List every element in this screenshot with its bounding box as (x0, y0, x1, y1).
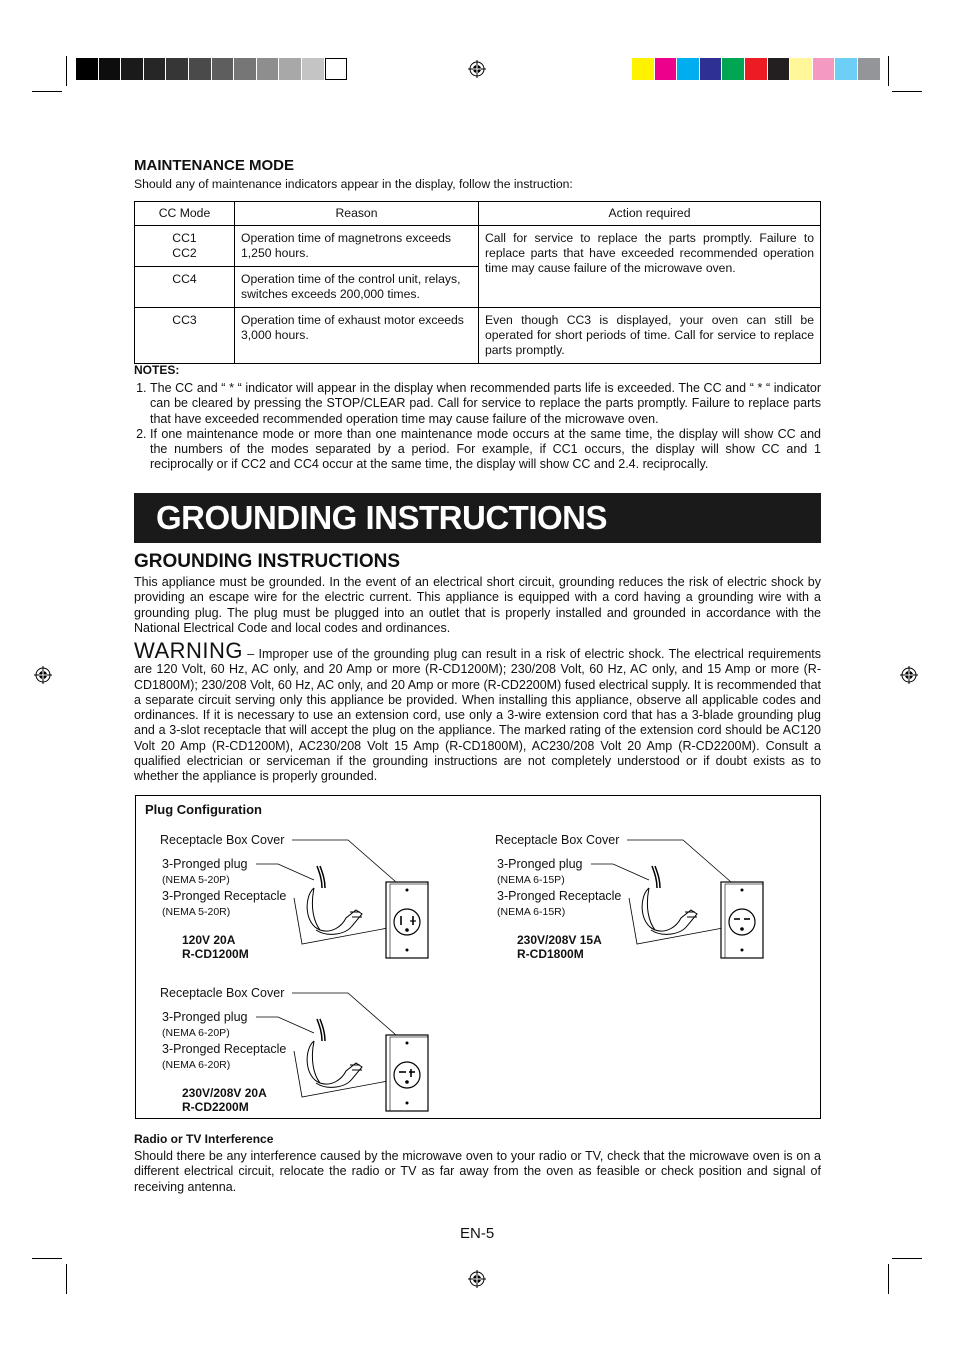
plug-diagram-1 (136, 796, 476, 966)
plug-diagram-2 (471, 796, 811, 966)
receptacle-nema-label: (NEMA 6-15R) (497, 906, 566, 918)
cc-mode: CC2 (172, 246, 197, 260)
grounding-paragraph: This appliance must be grounded. In the event of an electrical short circuit, grounding reduces the risk of electric shock by providing an escape wire for the electric current. This appliance is equipped with a cord having a grounding wire with a grounding plug. The plug must be plugged into an outlet that is properly installed and grounded in accordance with the National Electrical Code and local codes and ordinances. (134, 575, 821, 635)
plug-config-title: Plug Configuration (145, 802, 262, 817)
model-label: R-CD1800M (517, 947, 584, 961)
plug-receptacle-icon (136, 949, 476, 1119)
color-swatch (144, 58, 167, 80)
color-swatch (166, 58, 189, 80)
plug-nema-label: (NEMA 6-15P) (497, 874, 565, 886)
crop-mark (32, 91, 62, 92)
action-cell: Call for service to replace the parts promptly. Failure to replace parts that have exceeded recommended operation time may cause failure of the microwave oven. (479, 226, 821, 308)
color-swatch (858, 58, 881, 80)
receptacle-cover-label: Receptacle Box Cover (495, 833, 620, 847)
cc-mode-cell: CC3 (135, 308, 235, 364)
color-swatch (212, 58, 235, 80)
grounding-subheading: GROUNDING INSTRUCTIONS (134, 551, 400, 572)
crop-mark (892, 1258, 922, 1259)
color-swatch (189, 58, 212, 80)
table-header-row (135, 202, 821, 226)
warning-word: WARNING (134, 638, 244, 663)
maintenance-intro: Should any of maintenance indicators appear in the display, follow the instruction: (134, 177, 573, 191)
plug-label: 3-Pronged plug (162, 1010, 248, 1024)
color-swatch (121, 58, 144, 80)
plug-diagram-3 (136, 949, 476, 1119)
color-swatch (835, 58, 858, 80)
radio-heading: Radio or TV Interference (134, 1132, 274, 1146)
radio-text: Should there be any interference caused by the microwave oven to your radio or TV, check that the microwave oven is on a different electrical circuit, relocate the radio or TV as far away from the oven as feasible or check position and signal of receiving antenna. (134, 1149, 821, 1194)
rating-label: 120V 20A (182, 933, 236, 947)
plug-configuration-box (135, 795, 821, 1119)
color-swatch (234, 58, 257, 80)
grayscale-bar (76, 58, 347, 80)
color-swatch (325, 58, 348, 80)
crop-mark (32, 1258, 62, 1259)
receptacle-cover-label: Receptacle Box Cover (160, 986, 285, 1000)
reason-cell: Operation time of exhaust motor exceeds 3,000 hours. (235, 308, 479, 364)
reason-cell: Operation time of magnetrons exceeds 1,250 hours. (235, 226, 479, 267)
page-number: EN-5 (460, 1225, 495, 1242)
model-label: R-CD1200M (182, 947, 249, 961)
crop-mark (888, 1264, 889, 1294)
color-swatch (99, 58, 122, 80)
color-swatch (813, 58, 836, 80)
registration-mark-icon (900, 666, 918, 684)
note-item: 1. The CC and “ * “ indicator will appear in the display when recommended parts life is exceeded. The CC and “ * “ indicator can be cleared by pressing the STOP/CLEAR pad. Call for service to replace the parts promptly. Failure to replace parts that have exceeded recommended operation time may cause failure of the microwave oven. (150, 381, 821, 427)
plug-label: 3-Pronged plug (162, 857, 248, 871)
notes-label: NOTES: (134, 363, 180, 377)
color-swatch (677, 58, 700, 80)
cc-mode: CC1 (172, 231, 197, 245)
color-swatch (790, 58, 813, 80)
rating-label: 230V/208V 15A (517, 933, 602, 947)
table-row (135, 308, 821, 364)
crop-mark (66, 1264, 67, 1294)
table-header: Action required (479, 202, 821, 226)
registration-mark-icon (34, 666, 52, 684)
registration-mark-icon (468, 1270, 486, 1288)
crop-mark (892, 91, 922, 92)
color-swatch (655, 58, 678, 80)
receptacle-nema-label: (NEMA 6-20R) (162, 1059, 231, 1071)
plug-nema-label: (NEMA 5-20P) (162, 874, 230, 886)
crop-mark (66, 56, 67, 86)
color-swatch (302, 58, 325, 80)
color-swatch (632, 58, 655, 80)
maintenance-table (134, 201, 821, 364)
note-item: 2. If one maintenance mode or more than one maintenance mode occurs at the same time, the display will show CC and the numbers of the modes separated by a period. For example, if CC1 occurs, the display will show CC and 1 reciprocally or if CC2 and CC4 occur at the same time, the display will show CC and 2.4. reciprocally. (150, 427, 821, 473)
cc-mode-cell: CC4 (135, 267, 235, 308)
table-row (135, 226, 821, 267)
table-header: CC Mode (135, 202, 235, 226)
reason-cell: Operation time of the control unit, relays, switches exceeds 200,000 times. (235, 267, 479, 308)
color-swatch (76, 58, 99, 80)
notes-list (134, 381, 821, 473)
color-bar (632, 58, 881, 80)
color-swatch (279, 58, 302, 80)
plug-receptacle-icon (136, 796, 476, 966)
receptacle-label: 3-Pronged Receptacle (162, 1042, 287, 1056)
color-swatch (700, 58, 723, 80)
receptacle-label: 3-Pronged Receptacle (497, 889, 622, 903)
warning-text: – Improper use of the grounding plug can result in a risk of electric shock. The electrical requirements are 120 Volt, 60 Hz, AC only, and 20 Amp or more (R-CD1200M); 230/208 Volt, 60 Hz, AC only, and 15 Amp or more (R-CD1800M); 230/208 Volt, 60 Hz, AC only, and 20 Amp or more (R-CD2200M) fused electrical supply. It is recommended that a separate circuit serving only this appliance be provided. When installing this appliance, observe all applicable codes and ordinances. If it is necessary to use an extension cord, use only a 3-wire extension cord that has a 3-blade grounding plug and a 3-slot receptacle that will accept the plug on the appliance. The marked rating of the extension cord should be AC120 Volt 20 Amp (R-CD1200M), AC230/208 Volt 15 Amp (R-CD1800M), AC230/208 Volt 20 Amp (R-CD2200M). Consult a qualified electrician or serviceman if the grounding instructions are not completely understood or if doubt exists as to whether the appliance is properly grounded. (134, 647, 821, 784)
color-swatch (257, 58, 280, 80)
plug-nema-label: (NEMA 6-20P) (162, 1027, 230, 1039)
action-cell: Even though CC3 is displayed, your oven can still be operated for short periods of time. Call for service to replace parts promptly. (479, 308, 821, 364)
plug-receptacle-icon (471, 796, 811, 966)
crop-mark (888, 56, 889, 86)
color-swatch (722, 58, 745, 80)
maintenance-heading: MAINTENANCE MODE (134, 157, 294, 174)
registration-mark-icon (468, 60, 486, 78)
color-swatch (745, 58, 768, 80)
grounding-banner: GROUNDING INSTRUCTIONS (134, 493, 821, 543)
receptacle-label: 3-Pronged Receptacle (162, 889, 287, 903)
rating-label: 230V/208V 20A (182, 1086, 267, 1100)
receptacle-nema-label: (NEMA 5-20R) (162, 906, 231, 918)
receptacle-cover-label: Receptacle Box Cover (160, 833, 285, 847)
color-swatch (768, 58, 791, 80)
warning-paragraph (134, 638, 821, 785)
table-header: Reason (235, 202, 479, 226)
plug-label: 3-Pronged plug (497, 857, 583, 871)
cc-mode-cell (135, 226, 235, 267)
model-label: R-CD2200M (182, 1100, 249, 1114)
